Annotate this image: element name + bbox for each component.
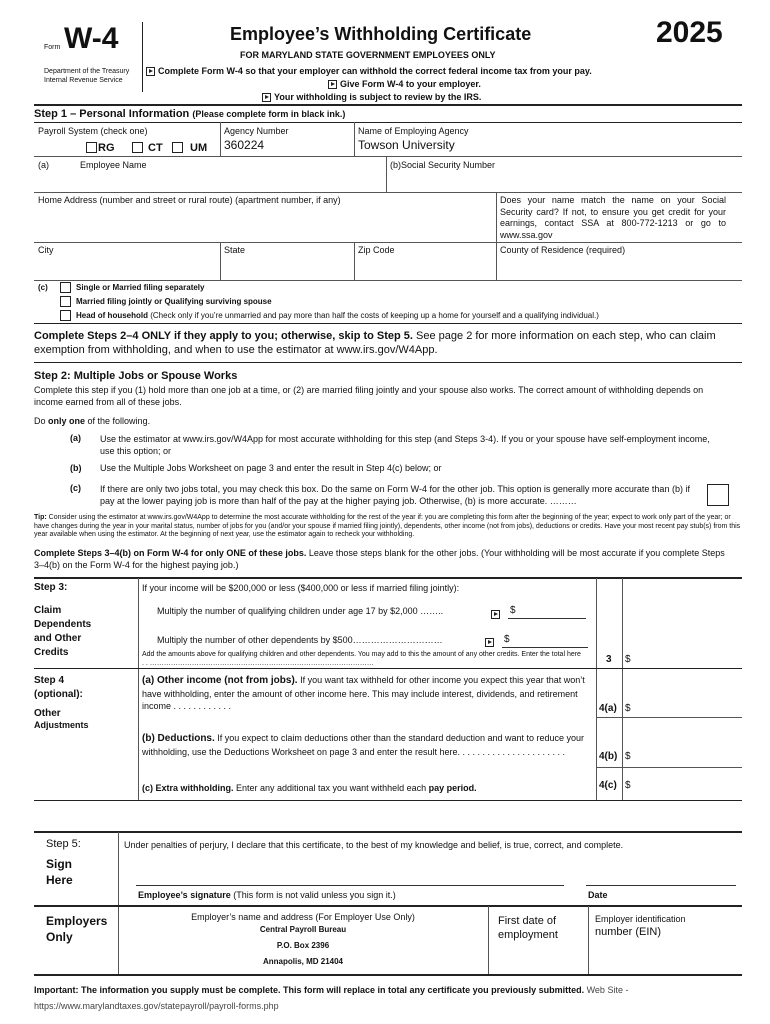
employing-agency-label: Name of Employing Agency: [358, 126, 469, 136]
option-c-letter: (c): [70, 483, 81, 493]
signature-label: Employee’s signature (This form is not valid unless you sign it.): [138, 890, 396, 900]
ct-label: CT: [148, 142, 163, 154]
add-amounts-note: Add the amounts above for qualifying children and other dependents. You may add to this the amount of any other credits. Enter the total here . . ……………………………………………………………………………………: [142, 651, 581, 667]
agency-number-label: Agency Number: [224, 126, 289, 136]
footer-note: Important: The information you supply must be complete. This form will replace in total any certificate you previously submitted. Web Site - https://www.marylandtaxes.gov/statepayroll/payroll-forms.php: [34, 985, 629, 1011]
instruction-3: Your withholding is subject to review by the IRS.: [262, 92, 481, 102]
employee-name-field[interactable]: [80, 172, 380, 188]
income-note: If your income will be $200,000 or less ($400,000 or less if married filing jointly):: [142, 583, 460, 593]
instruction-1: Complete Form W-4 so that your employer can withhold the correct federal income tax from your pay.: [146, 66, 592, 76]
signature-field[interactable]: [136, 885, 564, 886]
date-field[interactable]: [586, 885, 736, 886]
do-only-one: Do only one of the following.: [34, 416, 151, 426]
arrow-icon: [146, 67, 155, 76]
step4c-text: (c) Extra withholding. Enter any additional tax you want withheld each pay period.: [142, 783, 477, 793]
option-a-text: Use the estimator at www.irs.gov/W4App for most accurate withholding for this step (and Steps 3-4). If you or your spouse have self-employment income, use this option; or: [100, 434, 710, 456]
dependents-label: Dependents: [34, 619, 92, 630]
perjury-statement: Under penalties of perjury, I declare that this certificate, to the best of my knowledge and belief, is true, correct, and complete.: [124, 840, 624, 850]
first-date-label: First date of employment: [498, 915, 558, 941]
form-number: W-4: [64, 22, 119, 55]
ssn-label: (b)Social Security Number: [390, 160, 496, 170]
ein-label: Employer identification: [595, 914, 686, 924]
others-text: Multiply the number of other dependents by $500…………………………: [157, 635, 443, 645]
claim-label: Claim: [34, 605, 62, 616]
um-checkbox[interactable]: [172, 142, 183, 153]
sign-label: Sign: [46, 857, 72, 871]
two-jobs-checkbox[interactable]: [707, 484, 729, 506]
option-a-letter: (a): [70, 433, 81, 443]
c-label: (c): [38, 283, 48, 292]
irs-label: Internal Revenue Service: [44, 77, 123, 84]
skip-note: Complete Steps 2–4 ONLY if they apply to you; otherwise, skip to Step 5. See page 2 for more information on each step, who can claim exemption from withholding, and when to use the estimator at www.irs.gov/W4App.: [34, 330, 716, 356]
line-4a-dollar[interactable]: $: [625, 703, 631, 714]
payroll-system-label: Payroll System (check one): [38, 126, 148, 136]
employers-label: Employers: [46, 914, 108, 928]
children-dollar: $: [510, 605, 516, 616]
line-4b-dollar[interactable]: $: [625, 751, 631, 762]
rg-label: RG: [98, 142, 115, 154]
others-dollar: $: [504, 634, 510, 645]
step4-optional: (optional):: [34, 689, 83, 700]
line-4c-dollar[interactable]: $: [625, 780, 631, 791]
line-4a: 4(a): [599, 703, 617, 714]
county-label: County of Residence (required): [500, 245, 626, 255]
step4-label: Step 4: [34, 675, 65, 686]
here-label: Here: [46, 873, 73, 887]
line-3: 3: [606, 654, 612, 665]
arrow-icon: [328, 80, 337, 89]
employer-line-1: Central Payroll Bureau: [259, 925, 347, 934]
date-label: Date: [588, 890, 608, 900]
employer-name-label: Employer’s name and address (For Employer Use Only): [191, 912, 415, 922]
form-label: Form: [44, 44, 61, 51]
ssn-field[interactable]: [390, 172, 730, 188]
married-checkbox[interactable]: [60, 296, 71, 307]
step1-heading: Step 1 – Personal Information (Please complete form in black ink.): [34, 108, 346, 120]
credits-label: Credits: [34, 647, 69, 658]
employing-agency-value[interactable]: Towson University: [358, 138, 455, 152]
hoh-checkbox[interactable]: [60, 310, 71, 321]
a-label: (a): [38, 160, 49, 170]
children-amount-field[interactable]: [508, 618, 586, 619]
single-checkbox[interactable]: [60, 282, 71, 293]
option-b-text: Use the Multiple Jobs Worksheet on page 3 and enter the result in Step 4(c) below; or: [100, 463, 442, 473]
agency-number-value[interactable]: 360224: [224, 138, 265, 152]
employer-line-2: P.O. Box 2396: [276, 941, 330, 950]
dept-treasury: Department of the Treasury: [44, 68, 130, 75]
filing-single: Single or Married filing separately: [76, 283, 205, 292]
option-b-letter: (b): [70, 463, 82, 473]
city-label: City: [38, 245, 54, 255]
step2-heading: Step 2: Multiple Jobs or Spouse Works: [34, 370, 238, 382]
adjustments-label: Adjustments: [34, 720, 89, 730]
step4a-text: (a) Other income (not from jobs). If you want tax withheld for other income you expect this year that won’t have withholding, enter the amount of other income here. This may include interest, dividends, and retirement income . . . . . . . . . . . .: [142, 675, 585, 711]
filing-married: Married filing jointly or Qualifying surviving spouse: [76, 297, 272, 306]
children-text: Multiply the number of qualifying children under age 17 by $2,000 ……..: [157, 606, 444, 616]
ein-label-2: number (EIN): [595, 926, 662, 938]
employer-line-3: Annapolis, MD 21404: [262, 957, 344, 966]
um-label: UM: [190, 142, 208, 154]
employers-only-label: Only: [46, 930, 73, 944]
home-address-label: Home Address (number and street or rural route) (apartment number, if any): [38, 195, 341, 205]
others-amount-field[interactable]: [502, 647, 588, 648]
step2-intro: Complete this step if you (1) hold more than one job at a time, or (2) are married filing jointly and your spouse also works. The correct amount of withholding depends on income earned from all of these jobs.: [34, 385, 704, 407]
and-other-label: and Other: [34, 633, 82, 644]
line-3-dollar[interactable]: $: [625, 654, 631, 665]
line-4b: 4(b): [599, 751, 618, 762]
instruction-2: Give Form W-4 to your employer.: [328, 79, 481, 89]
ssa-note: Does your name match the name on your Social Security card? If not, to ensure you get credit for your earnings, contact SSA at 800-772-1213 or go to www.ssa.gov: [500, 195, 726, 240]
zip-label: Zip Code: [358, 245, 395, 255]
rg-checkbox[interactable]: [86, 142, 97, 153]
step3-label: Step 3:: [34, 582, 68, 593]
arrow-icon: [262, 93, 271, 102]
step5-label: Step 5:: [46, 838, 81, 850]
home-address-field[interactable]: [38, 208, 488, 238]
children-arrow-icon: [491, 606, 503, 624]
ct-checkbox[interactable]: [132, 142, 143, 153]
complete-steps-note: Complete Steps 3–4(b) on Form W-4 for only ONE of these jobs. Leave those steps blank for the other jobs. (Your withholding will be most accurate if you complete Steps 3–4(b) on the Form W-4 for the highest paying job.): [34, 548, 725, 570]
form-subtitle: FOR MARYLAND STATE GOVERNMENT EMPLOYEES ONLY: [240, 50, 496, 60]
line-4c: 4(c): [599, 780, 617, 791]
filing-hoh: Head of household (Check only if you’re unmarried and pay more than half the costs of keeping up a home for yourself and a qualifying individual.): [76, 311, 599, 320]
option-c-text: If there are only two jobs total, you may check this box. Do the same on Form W-4 for the other job. This option is generally more accurate than (b) if pay at the lower paying job is more than half of the pay at the higher paying job. Otherwise, (b) is more accurate. ………: [100, 484, 690, 506]
employee-name-label: Employee Name: [80, 160, 147, 170]
other-label: Other: [34, 708, 61, 719]
step4b-text: (b) Deductions. If you expect to claim deductions other than the standard deduction and want to reduce your withholding, use the Deductions Worksheet on page 3 and enter the result here. . . . . . . . . . . . . . . . . . . . . .: [142, 733, 585, 757]
state-label: State: [224, 245, 246, 255]
form-title: Employee’s Withholding Certificate: [230, 24, 532, 44]
step2-tip: Tip: Consider using the estimator at www.irs.gov/W4App to determine the most accurate withholding for the rest of the year if: you are completing this form after the beginning of the year; expect to work only part of the year; or have changes during the year in your marital status, number of jobs for you (and/or your spouse if married filing jointly), dependents, other income (not from jobs), deductions or credits. Have your most recent pay stub(s) from this year available when using the estimator. At the beginning of next year, use the estimator again to recheck your withholding.: [34, 514, 741, 538]
tax-year: 2025: [656, 16, 723, 49]
